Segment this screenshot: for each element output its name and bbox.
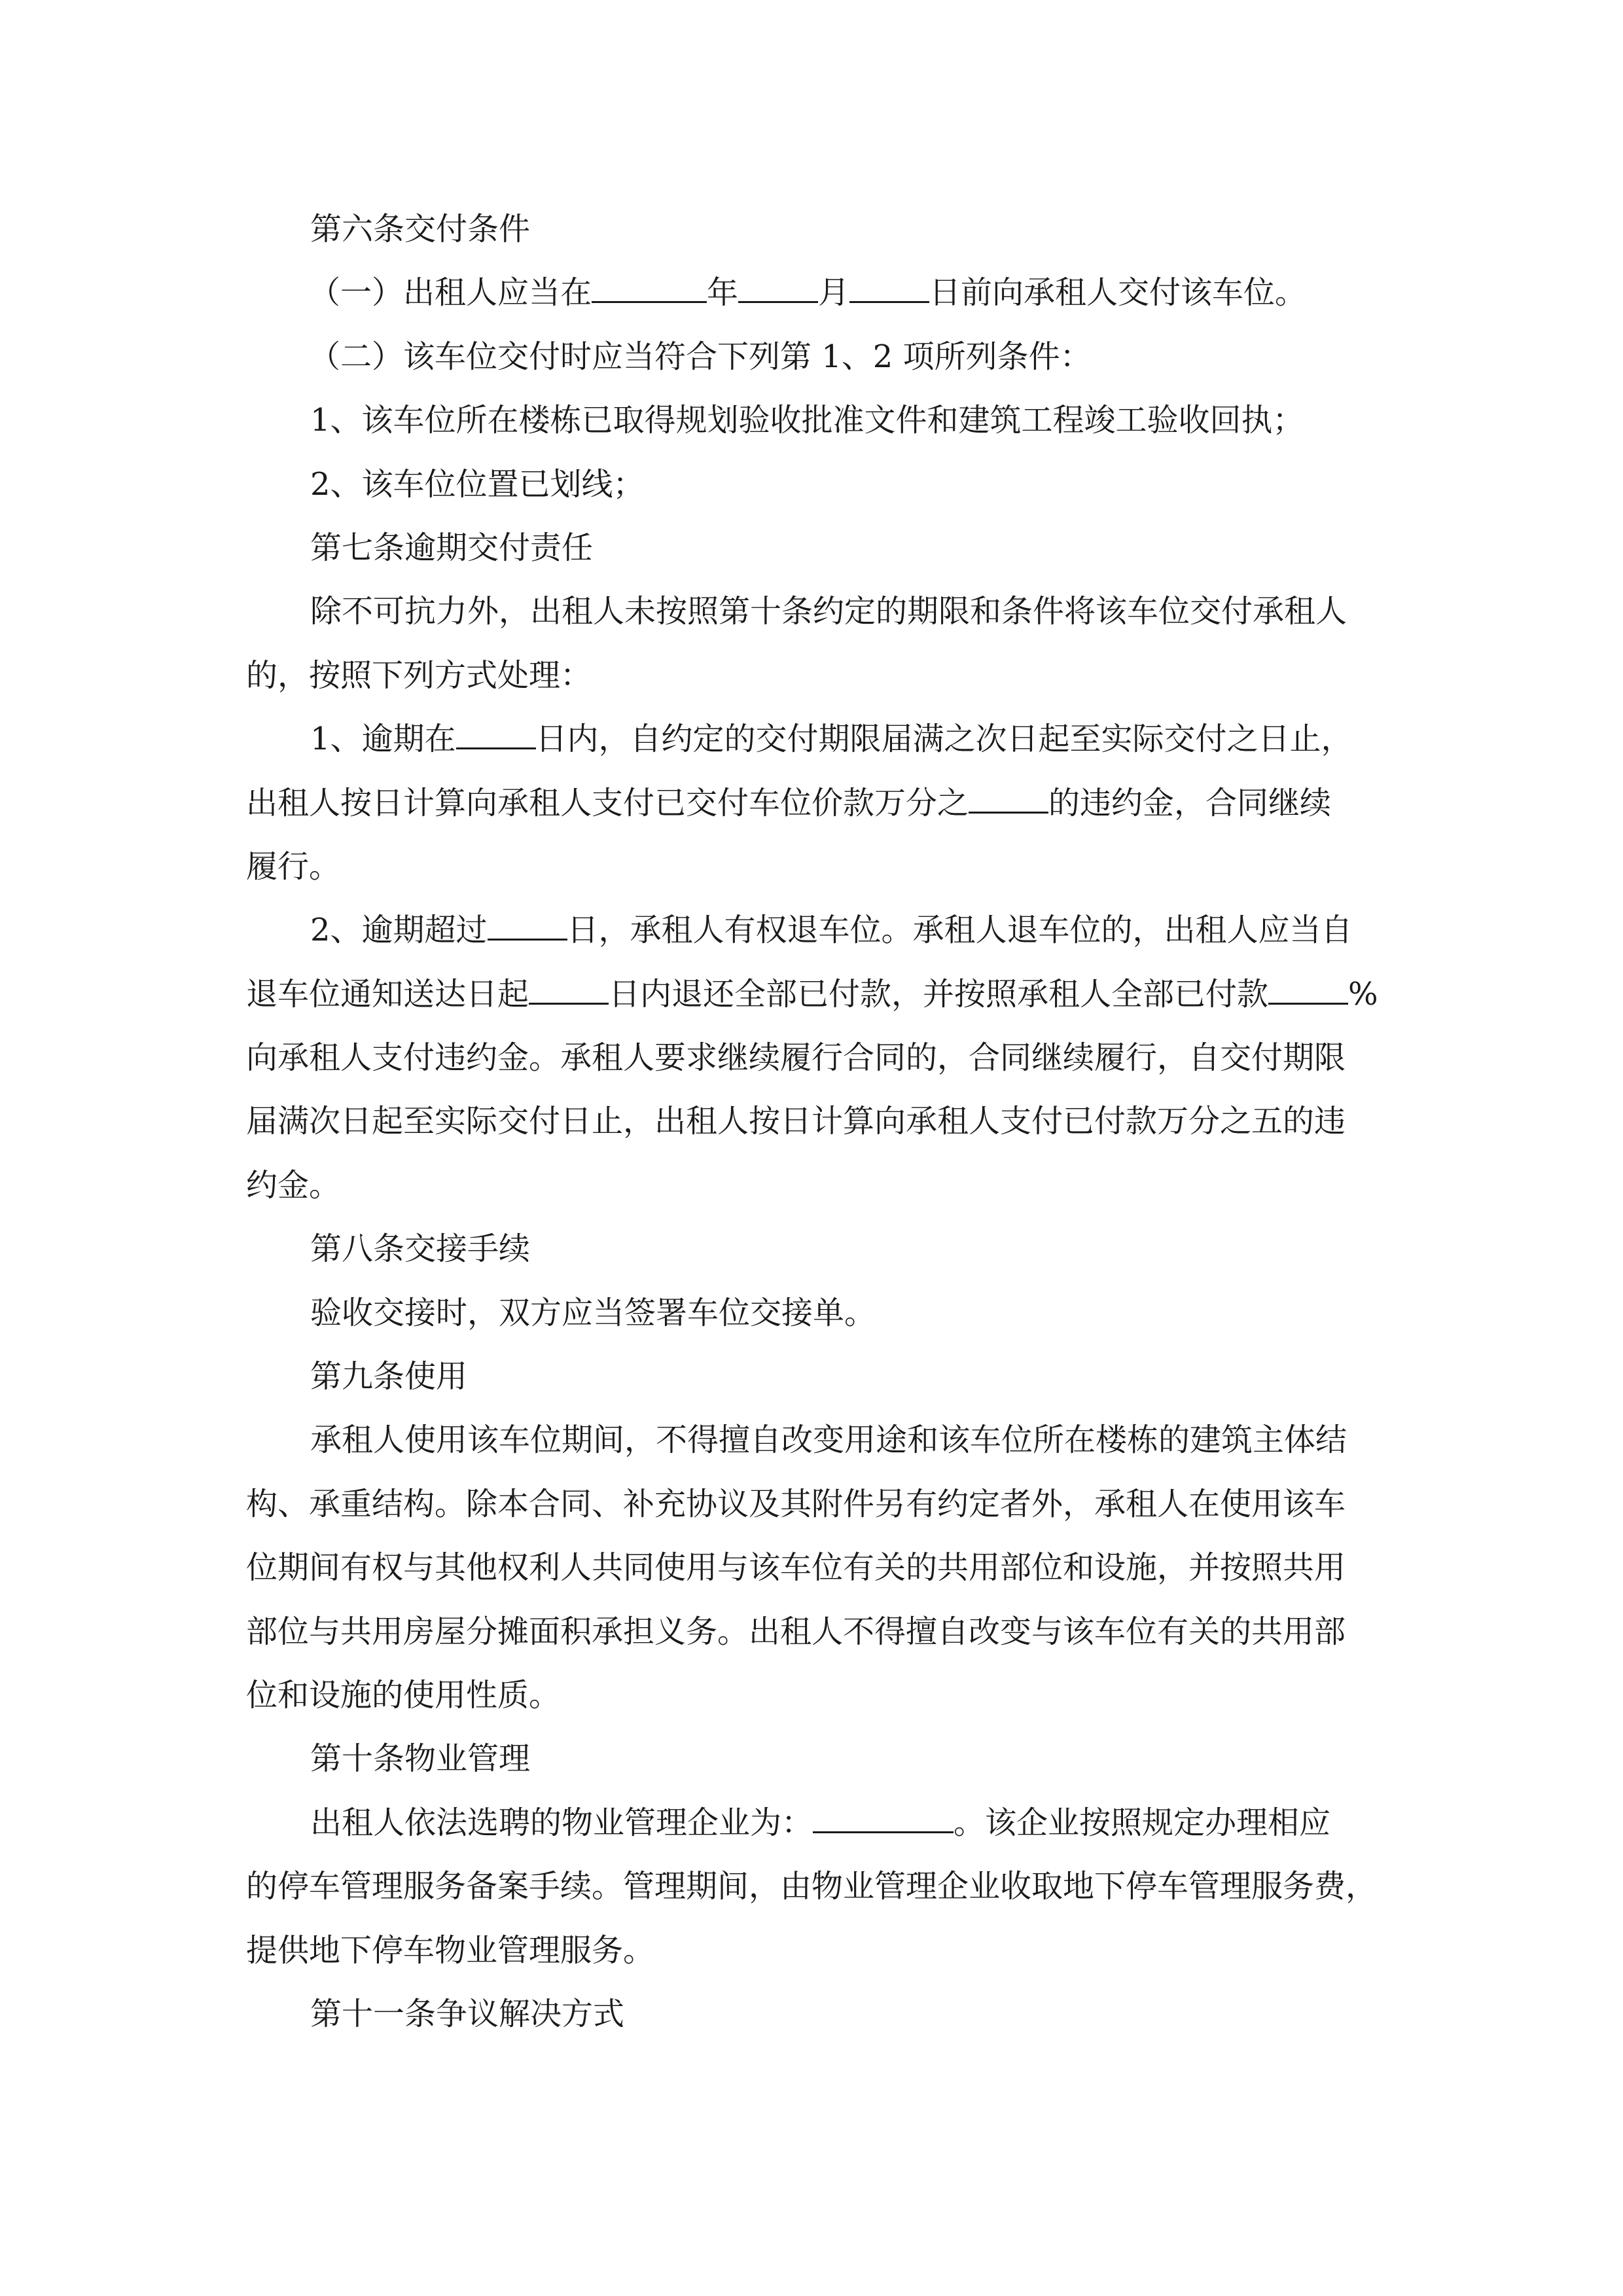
article-7-item-2-line-5: 约金。	[246, 1166, 341, 1204]
month-blank	[738, 267, 818, 303]
year-blank	[592, 267, 707, 303]
article-8-title: 第八条交接手续	[310, 1230, 531, 1268]
article-8-body: 验收交接时，双方应当签署车位交接单。	[310, 1294, 876, 1331]
article-6-clause-2: （二）该车位交付时应当符合下列第 1、2 项所列条件：	[309, 338, 1092, 375]
refund-days-blank	[529, 969, 609, 1005]
article-7-intro-line-2: 的，按照下列方式处理：	[246, 656, 592, 694]
article-7-item-1-line-2: 出租人按日计算向承租人支付已交付车位价款万分之 的违约金，合同继续	[246, 772, 1380, 835]
rate-blank	[969, 778, 1048, 814]
article-7-item-2-line-3: 向承租人支付违约金。承租人要求继续履行合同的，合同继续履行，自交付期限	[246, 1039, 1346, 1077]
article-11-title: 第十一条争议解决方式	[310, 1995, 625, 2032]
article-7-item-2-line-2: 退车位通知送达日起 日内退还全部已付款，并按照承租人全部已付款 %	[246, 963, 1380, 1026]
article-6-title: 第六条交付条件	[310, 211, 531, 247]
article-9-line-5: 位和设施的使用性质。	[246, 1676, 561, 1713]
article-7-item-2-line-4: 届满次日起至实际交付日止，出租人按日计算向承租人支付已付款万分之五的违	[246, 1103, 1346, 1140]
article-10-line-3: 提供地下停车物业管理服务。	[246, 1931, 655, 1969]
document-body	[246, 198, 1380, 2046]
article-6-clause-1: （一）出租人应当在 年 月 日前向承租人交付该车位。	[246, 261, 1380, 325]
article-7-title: 第七条逾期交付责任	[310, 529, 594, 566]
article-9-line-3: 位期间有权与其他权利人共同使用与该车位有关的共用部位和设施，并按照共用	[246, 1549, 1346, 1587]
article-7-intro-line-1: 除不可抗力外，出租人未按照第十条约定的期限和条件将该车位交付承租人	[310, 593, 1347, 630]
article-9-line-2: 构、承重结构。除本合同、补充协议及其附件另有约定者外，承租人在使用该车	[246, 1485, 1346, 1522]
overdue-days-blank	[488, 905, 567, 941]
article-7-item-1-line-1: 1、逾期在 日内，自约定的交付期限届满之次日起至实际交付之日止，	[246, 708, 1380, 771]
day-blank	[849, 267, 929, 303]
article-10-title: 第十条物业管理	[310, 1740, 531, 1778]
article-9-line-4: 部位与共用房屋分摊面积承担义务。出租人不得擅自改变与该车位有关的共用部	[246, 1613, 1346, 1650]
article-7-item-2-line-1: 2、逾期超过 日，承租人有权退车位。承租人退车位的，出租人应当自	[246, 899, 1380, 962]
article-7-item-1-line-3: 履行。	[246, 848, 341, 885]
article-6-condition-1: 1、该车位所在楼栋已取得规划验收批准文件和建筑工程竣工验收回执；	[310, 402, 1304, 439]
article-9-title: 第九条使用	[310, 1358, 468, 1395]
article-10-line-2: 的停车管理服务备案手续。管理期间，由物业管理企业收取地下停车管理服务费，	[246, 1868, 1378, 1905]
days-blank	[456, 713, 536, 749]
percent-blank	[1268, 969, 1348, 1005]
property-company-blank	[813, 1797, 954, 1833]
article-6-condition-2: 2、该车位位置已划线；	[310, 465, 645, 503]
article-10-line-1: 出租人依法选聘的物业管理企业为： 。该企业按照规定办理相应	[246, 1791, 1380, 1855]
article-9-line-1: 承租人使用该车位期间，不得擅自改变用途和该车位所在楼栋的建筑主体结	[310, 1422, 1347, 1459]
